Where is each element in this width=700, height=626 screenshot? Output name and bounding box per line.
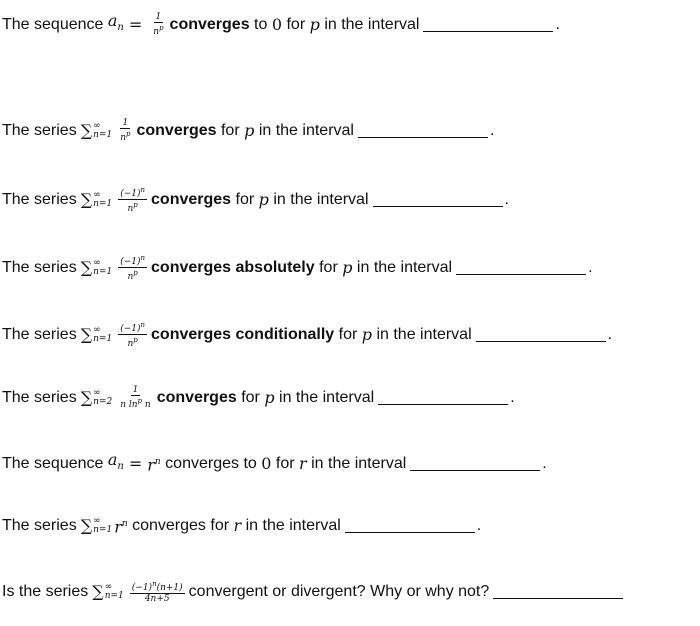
question-5: The series ∑ ∞ n=1 $\frac{(-1)^n}{n^p}$ converges conditionally for p in the interval . (2, 321, 613, 349)
answer-blank[interactable] (378, 390, 508, 405)
summation: ∑ ∞ n=1 (80, 324, 113, 344)
summation: ∑ ∞ n=1 (92, 581, 124, 601)
question-7: The sequence $a_n$ = $r^n$ converges to 0 for r in the interval . (2, 450, 547, 475)
fraction: $\frac{1}{n^p}$ (153, 12, 164, 38)
answer-blank[interactable] (476, 327, 606, 342)
fraction: $\frac{(-1)^n}{n^p}$ (120, 321, 146, 349)
answer-blank[interactable] (373, 192, 503, 207)
answer-blank[interactable] (456, 260, 586, 275)
question-2: The series ∑ ∞ n=1 $\frac{1}{n^p}$ converges for p in the interval . (2, 118, 495, 143)
fraction: $\frac{(-1)^n(n+1)}{4n+5}$ (131, 580, 183, 604)
summation: ∑ ∞ n=1 (80, 189, 113, 209)
question-9: Is the series ∑ ∞ n=1 $\frac{(-1)^n(n+1)}{4n+5}$ convergent or divergent? Why or why not? (2, 579, 623, 604)
summation: ∑ ∞ n=1 (80, 515, 113, 535)
question-3: The series ∑ ∞ n=1 $\frac{(-1)^n}{n^p}$ converges for p in the interval . (2, 186, 509, 214)
question-1: The sequence $a_n$ = $\frac{1}{n^p}$ converges to 0 for p in the interval . (2, 11, 560, 38)
question-6: The series ∑ ∞ n=2 $\frac{1}{n \ln^p n}$ converges for p in the interval . (2, 385, 515, 410)
math-var: $a_n$ (107, 11, 124, 34)
summation: ∑ ∞ n=1 (80, 257, 113, 277)
fraction: $\frac{(-1)^n}{n^p}$ (120, 186, 146, 214)
answer-blank[interactable] (423, 17, 553, 32)
answer-blank[interactable] (493, 584, 623, 599)
fraction: $\frac{1}{n^p}$ (120, 118, 131, 143)
answer-blank[interactable] (410, 456, 540, 471)
question-text: The sequence (2, 15, 104, 33)
bold-phrase: converges (169, 15, 250, 33)
fraction: $\frac{1}{n \ln^p n}$ (120, 385, 151, 410)
fraction: $\frac{(-1)^n}{n^p}$ (120, 254, 146, 282)
question-8: The series ∑ ∞ n=1 $r^n$ converges for r in the interval . (2, 515, 482, 537)
answer-blank[interactable] (345, 518, 475, 533)
answer-blank[interactable] (358, 123, 488, 138)
summation: ∑ ∞ n=2 (80, 387, 113, 407)
summation: ∑ ∞ n=1 (80, 120, 113, 140)
question-4: The series ∑ ∞ n=1 $\frac{(-1)^n}{n^p}$ converges absolutely for p in the interval . (2, 254, 593, 282)
